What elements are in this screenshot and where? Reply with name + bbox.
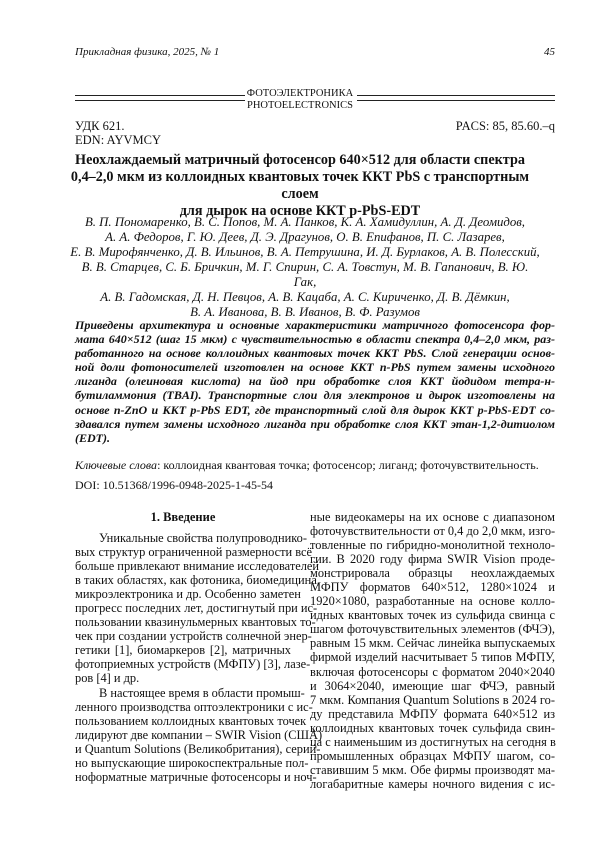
text-line: ставившим 5 мкм. Обе фирмы производят ма- bbox=[310, 763, 555, 777]
text-line: фотоприемных устройств (МФПУ) [3], лазе- bbox=[75, 657, 291, 671]
text-line: гии. В 2020 году фирма SWIR Vision проде- bbox=[310, 552, 555, 566]
authors-line: В. П. Пономаренко, В. С. Попов, М. А. Панков, К. А. Хамидуллин, А. Д. Деомидов, bbox=[70, 215, 540, 230]
text-line: здавался путем замены исходного лиганда при обработке слоя ККТ этан-1,2-дитиолом bbox=[75, 417, 555, 431]
text-line: лидируют две компании – SWIR Vision (США) bbox=[75, 728, 291, 742]
text-line: лиганда (олеиновая кислота) на йод при обработке слоя ККТ йодидом тетра-н- bbox=[75, 374, 555, 388]
authors-line: Е. В. Мирофянченко, Д. В. Ильинов, В. А. Петрушина, И. Д. Бурлаков, А. В. Полесский, bbox=[70, 245, 540, 260]
text-line: и Quantum Solutions (Великобритания), серий- bbox=[75, 742, 291, 756]
title-line: для дырок на основе ККТ p-PbS-EDT bbox=[60, 203, 540, 220]
text-line: в таких областях, как фотоника, биомедицина, bbox=[75, 573, 291, 587]
pacs: PACS: 85, 85.60.–q bbox=[456, 119, 555, 133]
section-label bbox=[0, 88, 600, 112]
text-line: (EDT). bbox=[75, 431, 555, 445]
text-line: микроэлектроника и др. Особенно заметен bbox=[75, 587, 291, 601]
text-line: и 3064×2040, имеющие шаг ФЧЭ, равный bbox=[310, 679, 555, 693]
text-line: МФПУ форматов 640×512, 1280×1024 и bbox=[310, 580, 555, 594]
text-line: пользованием коллоидных квантовых точек bbox=[75, 714, 291, 728]
text-line: 1920×1080, разработанные на основе колло- bbox=[310, 594, 555, 608]
text-line: работанного на основе коллоидных квантовых точек ККТ PbS. Слой генерации основ- bbox=[75, 346, 555, 360]
text-line: включая фотосенсоры с форматом 2040×2040 bbox=[310, 665, 555, 679]
text-line: прогресс последних лет, достигнутый при ис- bbox=[75, 601, 291, 615]
authors bbox=[70, 215, 540, 320]
authors-line: В. А. Иванова, В. В. Иванов, В. Ф. Разумов bbox=[70, 305, 540, 320]
doi: DOI: 10.51368/1996-0948-2025-1-45-54 bbox=[75, 478, 273, 493]
journal-header: Прикладная физика, 2025, № 1 bbox=[75, 46, 219, 58]
section-en: PHOTOELECTRONICS bbox=[0, 100, 600, 112]
udk: УДК 621. bbox=[75, 119, 124, 133]
text-line: ца с наименьшим из достигнутых на сегодня в bbox=[310, 735, 555, 749]
text-line: основе n-ZnO и ККТ p-PbS EDT, где транспортный слой для дырок ККТ p-PbS-EDT со- bbox=[75, 403, 555, 417]
body-left-column bbox=[75, 531, 291, 784]
text-line: ной доли фотоносителей изготовлен на основе ККТ n-PbS путем замены исходного bbox=[75, 360, 555, 374]
text-line: вых структур ограниченной размерности всё bbox=[75, 545, 291, 559]
keywords bbox=[75, 458, 539, 473]
text-line: но выпускающие широкоспектральные пол- bbox=[75, 756, 291, 770]
text-line: бутиламмония (TBAI). Транспортные слои для электронов и дырок изготовлены на bbox=[75, 388, 555, 402]
text-line: ленного производства оптоэлектроники с ис- bbox=[75, 700, 291, 714]
article-title bbox=[60, 152, 540, 220]
text-line: гетики [1], биомаркеров [2], матричных bbox=[75, 643, 291, 657]
text-line: фирмой изделий насчитывает 5 типов МФПУ, bbox=[310, 650, 555, 664]
abstract bbox=[75, 318, 555, 445]
authors-line: А. А. Федоров, Г. Ю. Деев, Д. Э. Драгунов, О. В. Епифанов, П. С. Лазарев, bbox=[70, 230, 540, 245]
text-line: коллоидных квантовых точек сульфида свин- bbox=[310, 721, 555, 735]
text-line: 7 мкм. Компания Quantum Solutions в 2024 го- bbox=[310, 693, 555, 707]
keywords-label: Ключевые слова bbox=[75, 458, 157, 472]
text-line: пользовании квазинульмерных квантовых то- bbox=[75, 615, 291, 629]
authors-line: А. В. Гадомская, Д. Н. Певцов, А. В. Кацаба, А. С. Кириченко, Д. В. Дёмкин, bbox=[70, 290, 540, 305]
title-line: 0,4–2,0 мкм из коллоидных квантовых точек ККТ PbS с транспортным слоем bbox=[60, 169, 540, 203]
text-line: идных квантовых точек из сульфида свинца с bbox=[310, 608, 555, 622]
text-line: ров [4] и др. bbox=[75, 671, 291, 685]
text-line: чек при создании устройств солнечной энер- bbox=[75, 629, 291, 643]
text-line: Уникальные свойства полупроводнико- bbox=[75, 531, 291, 545]
section-ru: ФОТОЭЛЕКТРОНИКА bbox=[0, 88, 600, 100]
body-right-column bbox=[310, 510, 555, 791]
text-line: Приведены архитектура и основные характеристики матричного фотосенсора фор- bbox=[75, 318, 555, 332]
text-line: логабаритные камеры ночного видения с ис- bbox=[310, 777, 555, 791]
text-line: шагом фоточувствительных элементов (ФЧЭ), bbox=[310, 622, 555, 636]
authors-line: В. В. Старцев, С. Б. Бричкин, М. Г. Спирин, С. А. Товстун, М. В. Гапанович, В. Ю. Гак, bbox=[70, 260, 540, 290]
section-heading-introduction: 1. Введение bbox=[75, 510, 291, 525]
title-line: Неохлаждаемый матричный фотосенсор 640×512 для области спектра bbox=[60, 152, 540, 169]
text-line: ные видеокамеры на их основе с диапазоном bbox=[310, 510, 555, 524]
text-line: мата 640×512 (шаг 15 мкм) с чувствительностью в области спектра 0,4–2,0 мкм, раз- bbox=[75, 332, 555, 346]
text-line: В настоящее время в области промыш- bbox=[75, 686, 291, 700]
keywords-text: : коллоидная квантовая точка; фотосенсор; лиганд; фоточувствительность. bbox=[157, 458, 539, 472]
text-line: монстрировала образцы неохлаждаемых bbox=[310, 566, 555, 580]
text-line: больше привлекают внимание исследователей bbox=[75, 559, 291, 573]
page-number: 45 bbox=[544, 46, 555, 58]
text-line: фоточувствительности от 0,4 до 2,0 мкм, изго- bbox=[310, 524, 555, 538]
text-line: промышленных образцах МФПУ шагом, со- bbox=[310, 749, 555, 763]
text-line: товленные по гибридно-монолитной техноло- bbox=[310, 538, 555, 552]
text-line: ноформатные матричные фотосенсоры и ноч- bbox=[75, 770, 291, 784]
text-line: равным 15 мкм. Сейчас линейка выпускаемых bbox=[310, 636, 555, 650]
edn: EDN: AYVMCY bbox=[75, 133, 161, 147]
text-line: ду представила МФПУ формата 640×512 из bbox=[310, 707, 555, 721]
